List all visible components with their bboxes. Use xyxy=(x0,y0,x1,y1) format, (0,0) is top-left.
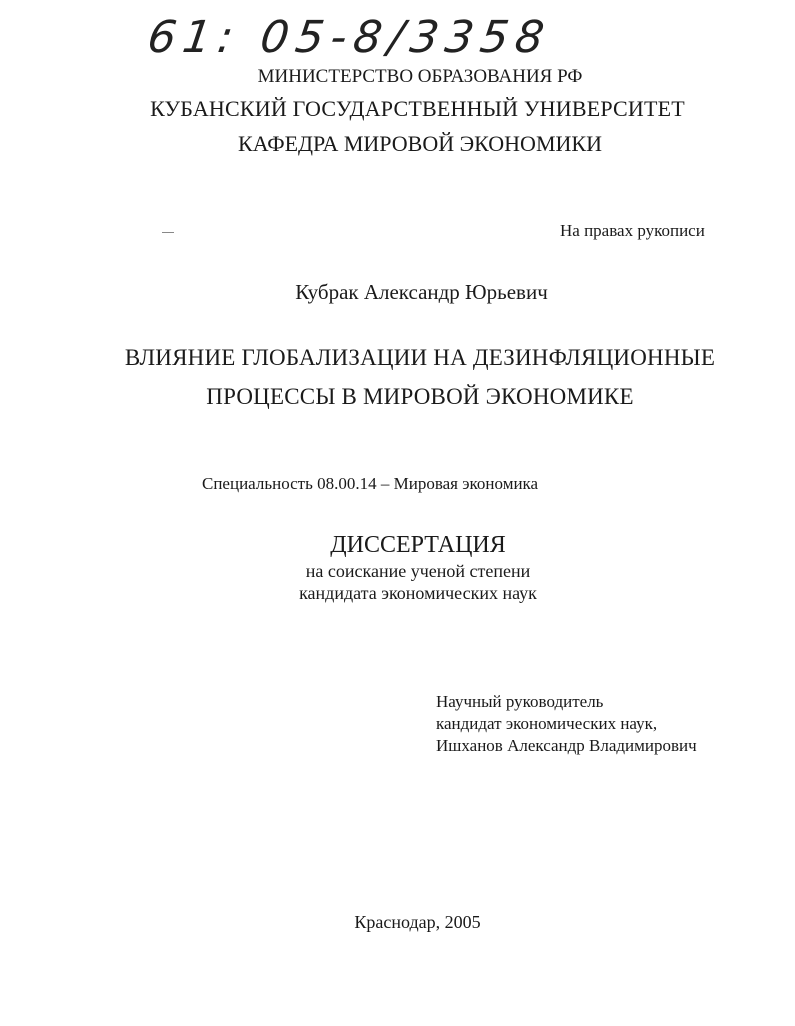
scan-speck xyxy=(162,232,174,233)
dissertation-heading: ДИССЕРТАЦИЯ xyxy=(330,532,506,558)
rights-note: На правах рукописи xyxy=(560,221,705,240)
thesis-title-line-1: ВЛИЯНИЕ ГЛОБАЛИЗАЦИИ НА ДЕЗИНФЛЯЦИОННЫЕ xyxy=(124,345,716,370)
supervisor-role: Научный руководитель xyxy=(436,692,604,711)
department-name: КАФЕДРА МИРОВОЙ ЭКОНОМИКИ xyxy=(238,131,602,156)
thesis-title-line-2: ПРОЦЕССЫ В МИРОВОЙ ЭКОНОМИКЕ xyxy=(206,384,634,409)
specialty-line: Специальность 08.00.14 – Мировая экономика xyxy=(202,474,539,493)
city-year: Краснодар, 2005 xyxy=(354,912,481,932)
dissertation-purpose-line-1: на соискание ученой степени xyxy=(305,561,531,581)
university-name: КУБАНСКИЙ ГОСУДАРСТВЕННЫЙ УНИВЕРСИТЕТ xyxy=(150,96,685,121)
handwritten-archive-number: 61: 05-8/3358 xyxy=(144,12,555,63)
author-name: Кубрак Александр Юрьевич xyxy=(295,280,548,304)
supervisor-name: Ишханов Александр Владимирович xyxy=(436,736,697,755)
dissertation-purpose-line-2: кандидата экономических наук xyxy=(299,583,537,603)
ministry-name: МИНИСТЕРСТВО ОБРАЗОВАНИЯ РФ xyxy=(257,66,583,87)
supervisor-degree: кандидат экономических наук, xyxy=(436,714,658,733)
